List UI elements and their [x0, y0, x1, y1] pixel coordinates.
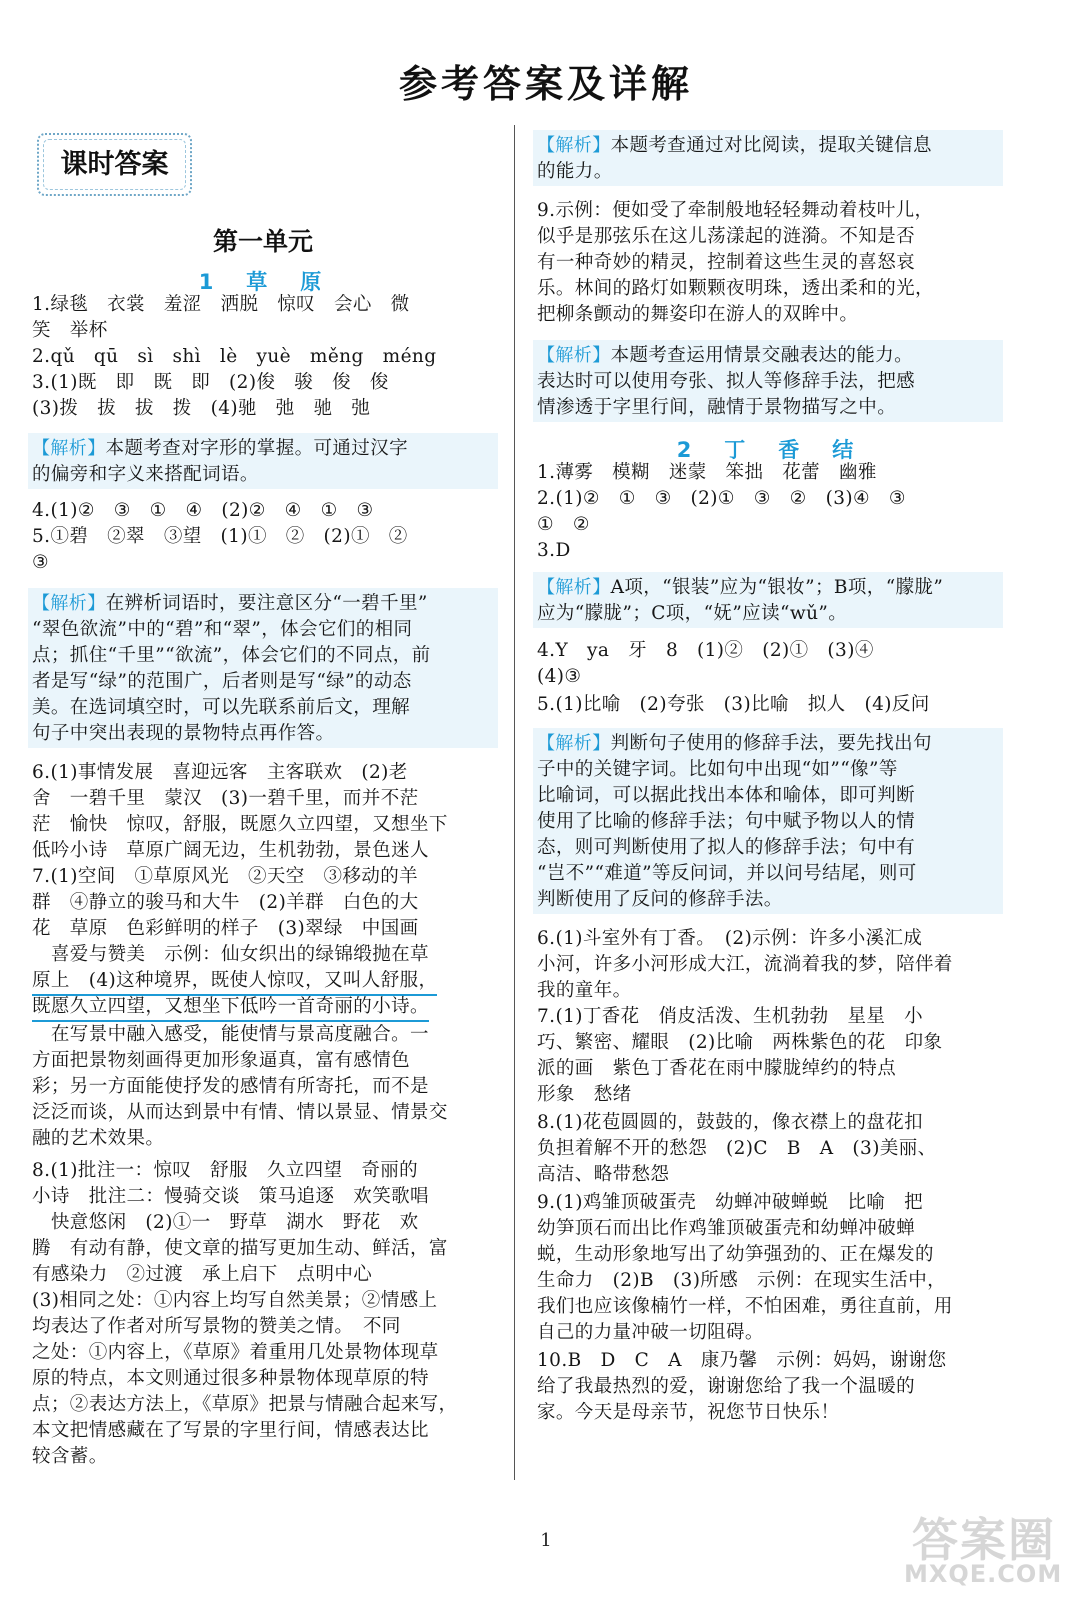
answer-line: 似乎是那弦乐在这儿荡漾起的涟漪。不知是否: [537, 226, 916, 247]
analysis-line: 点；抓住“千里”“欲流”，体会它们的不同点，前: [32, 645, 431, 666]
analysis-line: 【解析】本题考查运用情景交融表达的能力。: [537, 345, 914, 366]
column-divider: [514, 125, 515, 1480]
answer-line: 8.(1)花苞圆圆的，鼓鼓的，像衣襟上的盘花扣: [537, 1112, 924, 1133]
analysis-line: 美。在选词填空时，可以先联系前后文，理解: [32, 697, 411, 718]
answer-line: 生命力 (2)B (3)所感 示例：在现实生活中，: [537, 1270, 947, 1291]
answer-line: 点；②表达方法上，《草原》把景与情融合起来写，: [32, 1394, 458, 1415]
answer-line: 原上 (4)这种境界，既使人惊叹，又叫人舒服，: [32, 968, 437, 996]
answer-line: 2.qǔ qū sì shì lè yuè měng méng: [32, 346, 437, 367]
answer-line: 有感染力 ②过渡 承上启下 点明中心: [32, 1264, 373, 1285]
answer-line: 喜爱与赞美 示例：仙女织出的绿锦缎抛在草: [32, 944, 429, 965]
answer-line: 泛泛而谈，从而达到景中有情、情以景显、情景交: [32, 1102, 448, 1123]
answer-line: 腾 有动有静，使文章的描写更加生动、鲜活，富: [32, 1238, 448, 1259]
answer-line: 6.(1)斗室外有丁香。 (2)示例：许多小溪汇成: [537, 928, 923, 949]
answer-line: 派的画 紫色丁香花在雨中朦胧绰约的特点: [537, 1058, 897, 1079]
answer-line: 方面把景物刻画得更加形象逼真，富有感情色: [32, 1050, 411, 1071]
answer-line: 本文把情感藏在了写景的字里行间，情感表达比: [32, 1420, 429, 1441]
answer-line: (3)拨 拔 拔 拨 (4)驰 弛 驰 弛: [32, 398, 371, 419]
answer-line: 5.①碧 ②翠 ③望 (1)① ② (2)① ②: [32, 526, 408, 547]
analysis-line: 句子中突出表现的景物特点再作答。: [32, 723, 335, 744]
answer-line: 低吟小诗 草原广阔无边，生机勃勃，景色迷人: [32, 840, 429, 861]
answer-line: 之处：①内容上，《草原》着重用几处景物体现草: [32, 1342, 439, 1363]
answer-line: 形象 愁绪: [537, 1084, 632, 1105]
answer-line: 2.(1)② ① ③ (2)① ③ ② (3)④ ③: [537, 488, 906, 509]
answer-line: 3.(1)既 即 既 即 (2)俊 骏 俊 俊: [32, 372, 389, 393]
answer-line: 在写景中融入感受，能使情与景高度融合。一: [32, 1024, 429, 1045]
answer-line: 蜕，生动形象地写出了幼笋强劲的、正在爆发的: [537, 1244, 934, 1265]
analysis-line: 【解析】A项，“银装”应为“银妆”；B项，“朦胧”: [537, 577, 944, 598]
analysis-line: 情渗透于字里行间，融情于景物描写之中。: [537, 397, 897, 418]
answer-line: 花 草原 色彩鲜明的样子 (3)翠绿 中国画: [32, 918, 419, 939]
answer-line: 茫 愉快 惊叹，舒服，既愿久立四望，又想坐下: [32, 814, 448, 835]
answer-line: 家。今天是母亲节，祝您节日快乐！: [537, 1402, 840, 1423]
answer-line: 自己的力量冲破一切阻碍。: [537, 1322, 764, 1343]
answer-line: 1.绿毯 衣裳 羞涩 洒脱 惊叹 会心 微: [32, 294, 410, 315]
answer-line: 3.D: [537, 540, 571, 561]
analysis-line: 【解析】判断句子使用的修辞手法，要先找出句: [537, 733, 932, 754]
answer-line: 小诗 批注二：慢骑交谈 策马追逐 欢笑歌唱: [32, 1186, 429, 1207]
answer-line: 笑 举杯: [32, 320, 108, 341]
analysis-line: 应为“朦胧”；C项，“妩”应读“wǔ”。: [537, 603, 848, 624]
analysis-tag: 【解析】: [537, 733, 611, 754]
answer-line: 7.(1)空间 ①草原风光 ②天空 ③移动的羊: [32, 866, 419, 887]
answer-line: 较含蓄。: [32, 1446, 108, 1467]
answer-line: 彩；另一方面能使抒发的感情有所寄托，而不是: [32, 1076, 429, 1097]
answer-line: 4.(1)② ③ ① ④ (2)② ④ ① ③: [32, 500, 374, 521]
answer-line: 9.示例：便如受了牵制般地轻轻舞动着枝叶儿，: [537, 200, 934, 221]
answer-line: 我们也应该像楠竹一样，不怕困难，勇往直前，用: [537, 1296, 953, 1317]
analysis-line: 判断使用了反问的修辞手法。: [537, 889, 783, 910]
answer-line: 10.B D C A 康乃馨 示例：妈妈，谢谢您: [537, 1350, 947, 1371]
analysis-line: 表达时可以使用夸张、拟人等修辞手法，把感: [537, 371, 916, 392]
analysis-line: 态，则可判断使用了拟人的修辞手法；句中有: [537, 837, 916, 858]
analysis-tag: 【解析】: [32, 593, 106, 614]
answer-line: 1.薄雾 模糊 迷蒙 笨拙 花蕾 幽雅: [537, 462, 877, 483]
watermark-url: MXQE.COM: [904, 1560, 1063, 1588]
answer-line: 幼笋顶石而出比作鸡雏顶破蛋壳和幼蝉冲破蝉: [537, 1218, 916, 1239]
answer-line: 5.(1)比喻 (2)夸张 (3)比喻 拟人 (4)反问: [537, 694, 930, 715]
analysis-line: 的偏旁和字义来搭配词语。: [32, 464, 259, 485]
analysis-line: 【解析】本题考查通过对比阅读，提取关键信息: [537, 135, 932, 156]
page-number: 1: [540, 1530, 552, 1551]
answer-line: 巧、繁密、耀眼 (2)比喻 两株紫色的花 印象: [537, 1032, 943, 1053]
analysis-tag: 【解析】: [537, 345, 611, 366]
answer-line: 小河，许多小河形成大江，流淌着我的梦，陪伴着: [537, 954, 953, 975]
answer-line: ① ②: [537, 514, 590, 535]
answer-line: 我的童年。: [537, 980, 632, 1001]
answer-line: 9.(1)鸡雏顶破蛋壳 幼蝉冲破蝉蜕 比喻 把: [537, 1192, 924, 1213]
answer-line: 把柳条颤动的舞姿印在游人的双眸中。: [537, 304, 859, 325]
analysis-line: 【解析】在辨析词语时，要注意区分“一碧千里”: [32, 593, 428, 614]
analysis-line: 者是写“绿”的范围广，后者则是写“绿”的动态: [32, 671, 412, 692]
answer-line: (3)相同之处：①内容上均写自然美景；②情感上: [32, 1290, 438, 1311]
analysis-tag: 【解析】: [32, 438, 106, 459]
answer-line: 原的特点，本文则通过很多种景物体现草原的特: [32, 1368, 429, 1389]
answer-line: 7.(1)丁香花 俏皮活泼、生机勃勃 星星 小: [537, 1006, 924, 1027]
page-title: 参考答案及详解: [398, 62, 693, 106]
answer-line: 群 ④静立的骏马和大牛 (2)羊群 白色的大: [32, 892, 419, 913]
analysis-line: 【解析】本题考查对字形的掌握。可通过汉字: [32, 438, 409, 459]
analysis-line: 使用了比喻的修辞手法；句中赋予物以人的情: [537, 811, 916, 832]
answer-line: 有一种奇妙的精灵，控制着这些生灵的喜怒哀: [537, 252, 916, 273]
answer-line: ③: [32, 552, 49, 573]
answer-line: 6.(1)事情发展 喜迎远客 主客联欢 (2)老: [32, 762, 408, 783]
answer-line: 舍 一碧千里 蒙汉 (3)一碧千里，而并不茫: [32, 788, 419, 809]
analysis-tag: 【解析】: [537, 135, 611, 156]
analysis-line: 比喻词，可以据此找出本体和喻体，即可判断: [537, 785, 916, 806]
answer-line: 均表达了作者对所写景物的赞美之情。 不同: [32, 1316, 401, 1337]
analysis-line: 子中的关键字词。比如句中出现“如”“像”等: [537, 759, 898, 780]
answer-line: 负担着解不开的愁怨 (2)C B A (3)美丽、: [537, 1138, 937, 1159]
lesson-title: 1 草 原: [198, 270, 328, 294]
analysis-line: “岂不”“难道”等反问词，并以问号结尾，则可: [537, 863, 917, 884]
answer-line: 融的艺术效果。: [32, 1128, 165, 1149]
answer-line: 快意悠闲 (2)①一 野草 湖水 野花 欢: [32, 1212, 419, 1233]
answer-line: (4)③: [537, 666, 582, 687]
analysis-line: 的能力。: [537, 161, 613, 182]
watermark-logo: [902, 1500, 1084, 1592]
answer-line: 乐。林间的路灯如颗颗夜明珠，透出柔和的光，: [537, 278, 934, 299]
lesson-title: 2 丁 香 结: [676, 438, 860, 462]
section-label-box: 课时答案: [37, 133, 192, 196]
unit-title: 第一单元: [212, 227, 313, 256]
answer-line: 高洁、略带愁怨: [537, 1164, 670, 1185]
answer-line: 4.Y ya 牙 8 (1)② (2)① (3)④: [537, 640, 874, 661]
watermark-logo-text: 答案圈: [912, 1513, 1056, 1567]
answer-line: 既愿久立四望，又想坐下低吟一首奇丽的小诗。: [32, 994, 429, 1022]
answer-line: 给了我最热烈的爱，谢谢您给了我一个温暖的: [537, 1376, 916, 1397]
analysis-line: “翠色欲流”中的“碧”和“翠”，体会它们的相同: [32, 619, 413, 640]
answer-line: 8.(1)批注一：惊叹 舒服 久立四望 奇丽的: [32, 1160, 419, 1181]
analysis-tag: 【解析】: [537, 577, 611, 598]
